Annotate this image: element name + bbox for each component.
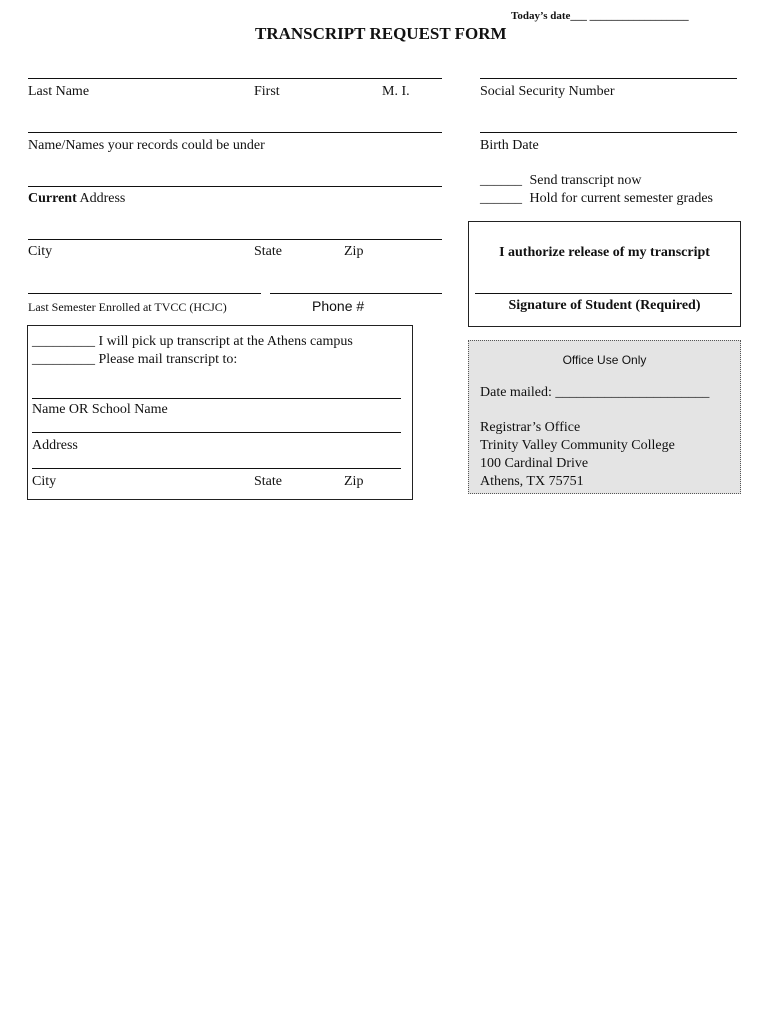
alt-names-label: Name/Names your records could be under xyxy=(28,138,265,153)
todays-date-blank: ___ __________________ xyxy=(570,10,689,22)
registrar-line-3: 100 Cardinal Drive xyxy=(480,456,589,471)
mail-state-label: State xyxy=(254,474,282,489)
form-title: TRANSCRIPT REQUEST FORM xyxy=(255,24,507,43)
mail-label: Please mail transcript to: xyxy=(98,352,238,367)
registrar-line-1: Registrar’s Office xyxy=(480,420,581,435)
date-mailed-label: Date mailed: xyxy=(480,385,552,400)
registrar-line-2: Trinity Valley Community College xyxy=(480,438,675,453)
last-semester-field[interactable] xyxy=(28,293,261,294)
ssn-label: Social Security Number xyxy=(480,84,615,99)
birth-date-label: Birth Date xyxy=(480,138,539,153)
mail-option[interactable] xyxy=(32,352,237,368)
ssn-field[interactable] xyxy=(480,78,737,79)
office-use-box xyxy=(468,340,741,494)
first-name-label: First xyxy=(254,84,280,99)
pickup-blank: _________ xyxy=(32,334,95,349)
delivery-box xyxy=(27,325,413,500)
state-label: State xyxy=(254,244,282,259)
current-rest: Address xyxy=(76,191,126,206)
mail-address-label: Address xyxy=(32,438,78,453)
current-address-field[interactable] xyxy=(28,186,442,187)
send-now-option[interactable] xyxy=(480,173,641,189)
date-mailed-blank: ______________________ xyxy=(555,385,710,400)
mail-city-label: City xyxy=(32,474,57,489)
last-semester-label: Last Semester Enrolled at TVCC (HCJC) xyxy=(28,300,227,314)
name-field[interactable] xyxy=(28,78,442,79)
mail-blank: _________ xyxy=(32,352,95,367)
last-name-label: Last Name xyxy=(28,84,90,99)
send-now-label: Send transcript now xyxy=(529,173,642,188)
signature-field[interactable] xyxy=(475,293,732,294)
name-school-label: Name OR School Name xyxy=(32,402,168,417)
middle-initial-label: M. I. xyxy=(382,84,410,99)
phone-field[interactable] xyxy=(270,293,442,294)
phone-label: Phone # xyxy=(312,298,365,314)
signature-label: Signature of Student (Required) xyxy=(508,298,701,313)
city-label: City xyxy=(28,244,53,259)
current-bold: Current xyxy=(28,191,77,206)
date-mailed-field[interactable] xyxy=(480,385,709,401)
mail-zip-label: Zip xyxy=(344,474,364,489)
birth-date-field[interactable] xyxy=(480,132,737,133)
hold-label: Hold for current semester grades xyxy=(529,191,713,206)
alt-names-field[interactable] xyxy=(28,132,442,133)
current-address-label xyxy=(28,191,125,207)
mail-name-field[interactable] xyxy=(32,398,401,399)
hold-option[interactable] xyxy=(480,191,713,207)
mail-city-field[interactable] xyxy=(32,468,401,469)
authorize-text: I authorize release of my transcript xyxy=(499,245,710,260)
send-now-blank: ______ xyxy=(480,173,522,188)
office-use-title: Office Use Only xyxy=(562,353,647,367)
pickup-option[interactable] xyxy=(32,334,353,350)
authorization-box xyxy=(468,221,741,327)
hold-blank: ______ xyxy=(480,191,522,206)
todays-date-label: Today’s date xyxy=(511,10,571,22)
mail-address-field[interactable] xyxy=(32,432,401,433)
registrar-line-4: Athens, TX 75751 xyxy=(480,474,584,489)
todays-date[interactable] xyxy=(511,9,689,23)
zip-label: Zip xyxy=(344,244,364,259)
city-state-zip-field[interactable] xyxy=(28,239,442,240)
pickup-label: I will pick up transcript at the Athens campus xyxy=(98,334,353,349)
